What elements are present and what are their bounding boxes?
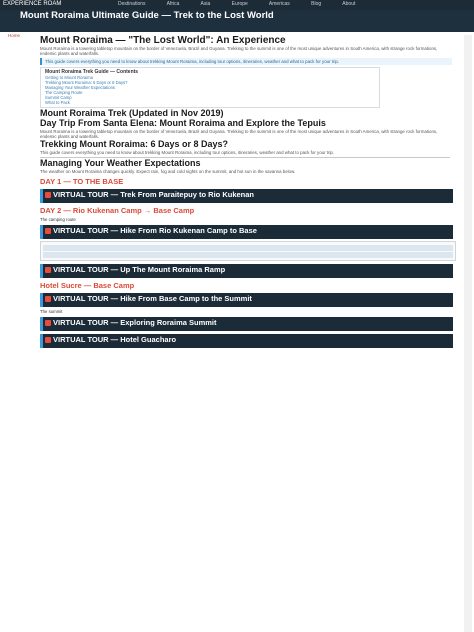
article-body xyxy=(22,35,452,348)
camera-icon xyxy=(45,337,51,343)
intro-paragraph: Mount Roraima is a towering tabletop mountain on the border of Venezuela, Brazil and Guyana. Trekking to the summit is one of the most unique adventures in South America, with strange rock formations, endemic plants and waterfalls. xyxy=(40,46,438,56)
section-heading: Mount Roraima — "The Lost World": An Experience xyxy=(40,35,286,46)
caption: The summit xyxy=(40,309,63,314)
camera-icon xyxy=(45,320,51,326)
embed-bar xyxy=(43,245,453,251)
toc-item[interactable]: Trekking Mount Roraima: 6 Days or 8 Days? xyxy=(45,80,128,85)
paragraph: Mount Roraima is a towering tabletop mountain on the border of Venezuela, Brazil and Guyana. Trekking to the summit is one of the most unique adventures in South America, with strange rock formations, endemic plants and waterfalls. xyxy=(40,129,438,139)
menu-item[interactable]: Africa xyxy=(166,1,180,7)
breadcrumb[interactable]: Home xyxy=(8,33,21,38)
virtual-tour-banner[interactable]: VIRTUAL TOUR — Up The Mount Roraima Ramp xyxy=(40,264,453,278)
toc-item[interactable]: Managing Your Weather Expectations xyxy=(45,85,115,90)
day-label: DAY 2 — Rio Kukenan Camp → Base Camp xyxy=(40,206,195,215)
weather-paragraph: The weather on Mount Roraima changes quickly. Expect rain, fog and cold nights on the summit, and hot sun in the savanna below. xyxy=(40,169,296,174)
embed-bar xyxy=(43,252,453,258)
menu-item[interactable]: Asia xyxy=(200,1,211,7)
hero-banner xyxy=(0,10,474,32)
section-heading: Trekking Mount Roraima: 6 Days or 8 Days? xyxy=(40,139,229,149)
section-heading: Day Trip From Santa Elena: Mount Roraima and Explore the Tepuis xyxy=(40,118,326,128)
menu-item[interactable]: Destinations xyxy=(118,1,146,7)
toc-item[interactable]: The Camping Route xyxy=(45,90,83,95)
camera-icon xyxy=(45,228,51,234)
toc-item[interactable]: What to Pack xyxy=(45,100,70,105)
hotel-label: Hotel Sucre — Base Camp xyxy=(40,281,135,290)
toc-item[interactable]: Summit Camp xyxy=(45,95,72,100)
scrollbar[interactable] xyxy=(464,35,472,632)
tour-embed[interactable] xyxy=(40,241,456,261)
virtual-tour-banner[interactable]: VIRTUAL TOUR — Hotel Guacharo xyxy=(40,334,453,348)
virtual-tour-banner[interactable]: VIRTUAL TOUR — Hike From Rio Kukenan Camp to Base xyxy=(40,225,453,239)
menu-item[interactable]: Blog xyxy=(311,1,322,7)
section-heading: Mount Roraima Trek (Updated in Nov 2019) xyxy=(40,108,224,118)
virtual-tour-banner[interactable]: VIRTUAL TOUR — Trek From Paraitepuy to Rio Kukenan xyxy=(40,189,453,203)
virtual-tour-banner[interactable]: VIRTUAL TOUR — Exploring Roraima Summit xyxy=(40,317,453,331)
section-heading: Managing Your Weather Expectations xyxy=(40,158,201,168)
camera-icon xyxy=(45,192,51,198)
menu-item[interactable]: Americas xyxy=(268,1,290,7)
top-navigation-bar xyxy=(0,0,474,10)
camera-icon xyxy=(45,267,51,273)
virtual-tour-banner[interactable]: VIRTUAL TOUR — Hike From Base Camp to the Summit xyxy=(40,293,453,307)
toc-heading: Mount Roraima Trek Guide — Contents xyxy=(45,69,139,75)
caption: The camping route xyxy=(40,217,76,222)
main-menu[interactable] xyxy=(118,1,355,7)
table-of-contents xyxy=(40,67,380,108)
menu-item[interactable]: About xyxy=(342,1,356,7)
toc-item[interactable]: Getting to Mount Roraima xyxy=(45,75,93,80)
info-callout: This guide covers everything you need to know about trekking Mount Roraima, including tour options, itineraries, weather and what to pack for your trip. xyxy=(40,58,452,65)
paragraph: This guide covers everything you need to know about trekking Mount Roraima, including tour options, itineraries, weather and what to pack for your trip. xyxy=(40,150,335,155)
menu-item[interactable]: Europe xyxy=(231,1,248,7)
page-title: Mount Roraima Ultimate Guide — Trek to the Lost World xyxy=(20,10,274,21)
day-label: DAY 1 — TO THE BASE xyxy=(40,177,124,186)
site-logo[interactable]: EXPERIENCE ROAM xyxy=(3,1,62,7)
camera-icon xyxy=(45,296,51,302)
